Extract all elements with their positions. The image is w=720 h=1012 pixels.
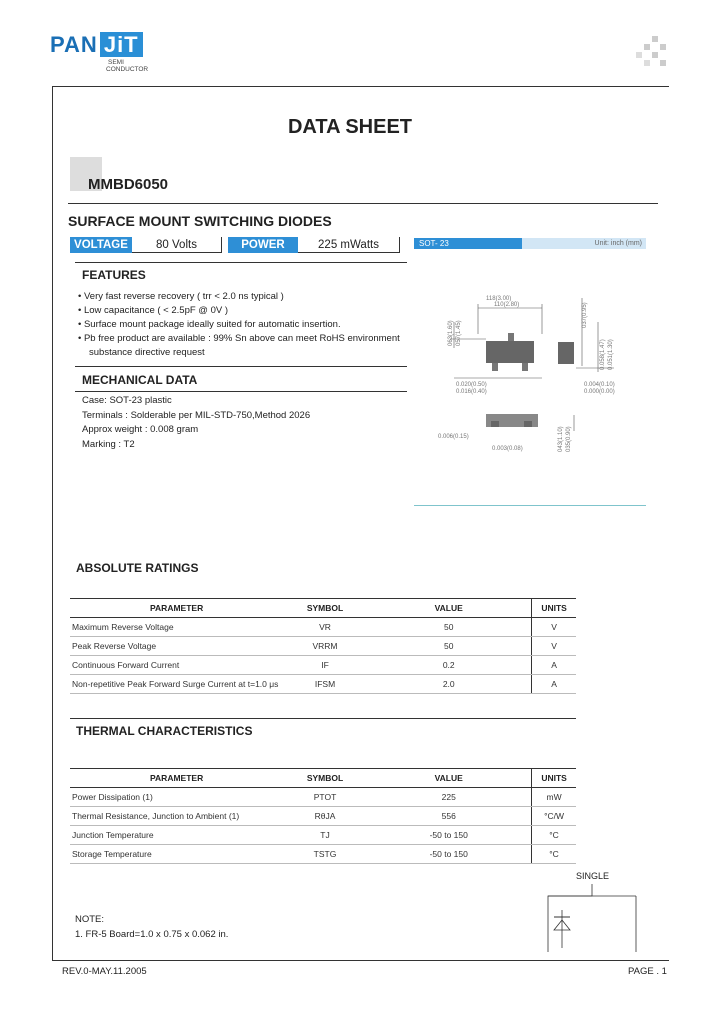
dim-d12: 043(1.10) — [558, 426, 564, 452]
table-row: Continuous Forward Current IF 0.2 A — [70, 656, 576, 675]
voltage-tag: VOLTAGE — [70, 237, 132, 253]
dim-d7: 0.051(1.30) — [608, 339, 614, 370]
col-parameter: PARAMETER — [70, 769, 284, 788]
features-heading: FEATURES — [82, 268, 146, 282]
mech-terminals: Terminals : Solderable per MIL-STD-750,Method 2026 — [82, 409, 311, 421]
panjit-logo — [50, 32, 143, 58]
feature-item-3: • Surface mount package ideally suited for automatic insertion. — [78, 319, 341, 330]
table-row: Junction Temperature TJ -50 to 150 °C — [70, 826, 576, 845]
mech-weight: Approx weight : 0.008 gram — [82, 424, 199, 435]
logo-sub-semi: SEMI — [108, 59, 124, 66]
table-header — [70, 769, 576, 788]
mech-marking: Marking : T2 — [82, 438, 135, 450]
features-rule — [75, 262, 407, 263]
part-number: MMBD6050 — [88, 176, 169, 193]
dim-d14: 0.006(0.15) — [438, 434, 469, 440]
table-row: Power Dissipation (1) PTOT 225 mW — [70, 788, 576, 807]
col-value: VALUE — [366, 599, 531, 618]
frame-top — [52, 86, 669, 87]
logo-subtitle — [106, 59, 148, 73]
power-value: 225 mWatts — [298, 237, 400, 253]
thermal-heading: THERMAL CHARACTERISTICS — [76, 724, 253, 738]
feature-item-1: • Very fast reverse recovery ( trr < 2.0 ns typical ) — [78, 291, 284, 302]
absolute-ratings-table — [70, 598, 576, 694]
dim-d1: 118(3.00) — [486, 296, 512, 302]
thermal-table — [70, 768, 576, 864]
dim-d6: 0.058(1.47) — [600, 339, 606, 370]
thermal-rule — [70, 718, 576, 719]
table-row: Maximum Reverse Voltage VR 50 V — [70, 618, 576, 637]
feature-item-2: • Low capacitance ( < 2.5pF @ 0V ) — [78, 305, 229, 316]
dim-d10: 0.004(0.10) — [584, 382, 615, 388]
package-unit: Unit: inch (mm) — [594, 240, 642, 247]
dim-d5: 037(0.95) — [582, 302, 588, 328]
dim-d3: 063(1.60) — [448, 320, 454, 346]
table-row: Peak Reverse Voltage VRRM 50 V — [70, 637, 576, 656]
frame-left — [52, 86, 53, 960]
divider — [68, 203, 658, 204]
mech-rule-bottom — [75, 391, 407, 392]
subtitle: SURFACE MOUNT SWITCHING DIODES — [68, 213, 332, 229]
table-row: Non-repetitive Peak Forward Surge Current at t=1.0 μs IFSM 2.0 A — [70, 675, 576, 694]
diagram-label: SINGLE — [576, 871, 610, 881]
dim-d13: 035(0.90) — [566, 426, 572, 452]
absolute-heading: ABSOLUTE RATINGS — [76, 561, 199, 575]
package-outline-drawing — [414, 286, 646, 466]
features-list — [78, 290, 408, 360]
footer-page: PAGE . 1 — [628, 966, 667, 977]
voltage-value: 80 Volts — [132, 237, 222, 253]
col-units: UNITS — [532, 599, 576, 618]
dim-d11: 0.000(0.00) — [584, 389, 615, 395]
package-bar — [414, 238, 646, 249]
dim-d8: 0.020(0.50) — [456, 382, 487, 388]
note-line-1: 1. FR-5 Board=1.0 x 0.75 x 0.062 in. — [75, 929, 229, 940]
package-name: SOT- 23 — [414, 238, 522, 249]
table-row: Thermal Resistance, Junction to Ambient (1) RθJA 556 °C/W — [70, 807, 576, 826]
mechanical-heading: MECHANICAL DATA — [82, 373, 198, 387]
col-parameter: PARAMETER — [70, 599, 284, 618]
mech-rule-top — [75, 366, 407, 367]
note-heading: NOTE: — [75, 914, 105, 925]
dim-d2: 110(2.80) — [494, 302, 520, 308]
footer-revision: REV.0-MAY.11.2005 — [62, 966, 147, 977]
package-bottom-rule — [414, 505, 646, 506]
table-row: Storage Temperature TSTG -50 to 150 °C — [70, 845, 576, 864]
logo-jit: JiT — [100, 32, 143, 57]
col-value: VALUE — [366, 769, 531, 788]
doc-title: DATA SHEET — [287, 116, 413, 138]
logo-sub-conductor: CONDUCTOR — [106, 66, 149, 73]
col-symbol: SYMBOL — [284, 599, 367, 618]
dim-d15: 0.003(0.08) — [492, 446, 523, 452]
corner-pattern-icon — [636, 36, 668, 68]
dim-d9: 0.016(0.40) — [456, 389, 487, 395]
logo-pan: PAN — [50, 32, 98, 57]
col-units: UNITS — [532, 769, 576, 788]
table-header — [70, 599, 576, 618]
single-diode-diagram — [540, 882, 644, 952]
note — [75, 912, 228, 942]
col-symbol: SYMBOL — [284, 769, 367, 788]
power-tag: POWER — [228, 237, 298, 253]
mech-case: Case: SOT-23 plastic — [82, 395, 172, 406]
footer-rule — [52, 960, 669, 961]
dim-d4: 057(1.45) — [456, 320, 462, 346]
feature-item-4: • Pb free product are available : 99% Sn above can meet RoHS environment substance directive request — [78, 333, 400, 358]
mechanical-list — [82, 394, 310, 452]
